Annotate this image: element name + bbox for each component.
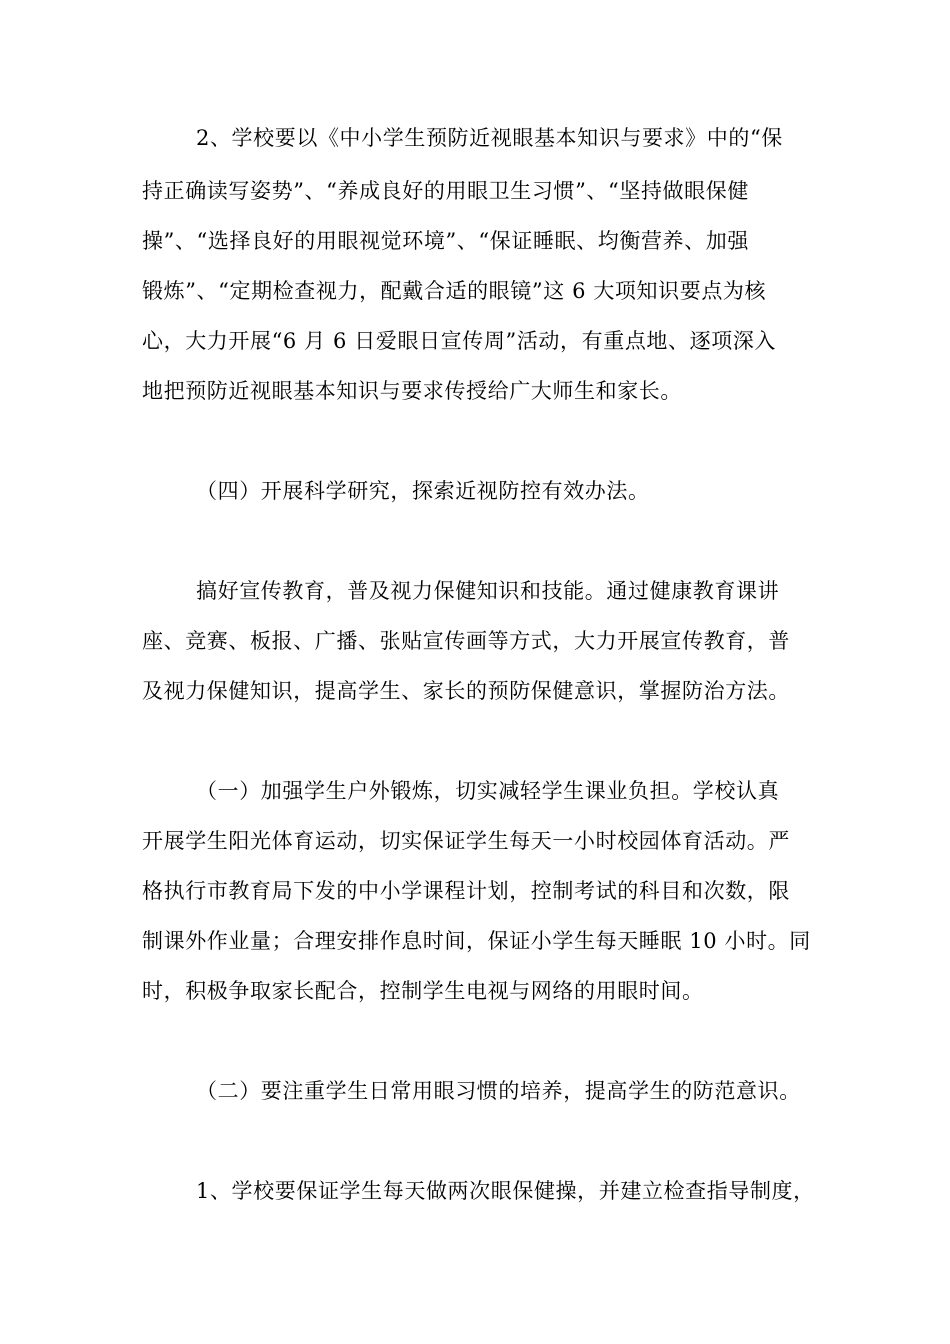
text-line: 搞好宣传教育，普及视力保健知识和技能。通过健康教育课讲 [196,579,780,603]
text-line: 持正确读写姿势”、“养成良好的用眼卫生习惯”、“坚持做眼保健 [142,179,749,203]
text-line: 2、学校要以《中小学生预防近视眼基本知识与要求》中的“保 [196,126,783,150]
section-heading-2: （二）要注重学生日常用眼习惯的培养，提高学生的防范意识。 [196,1079,801,1103]
text-line: 制课外作业量；合理安排作息时间，保证小学生每天睡眠 10 小时。同 [142,929,811,953]
text-line: 格执行市教育局下发的中小学课程计划，控制考试的科目和次数，限 [142,879,790,903]
text-line: 操”、“选择良好的用眼视觉环境”、“保证睡眠、均衡营养、加强 [142,229,749,253]
section-heading-4: （四）开展科学研究，探索近视防控有效办法。 [196,479,650,503]
text-line: 心，大力开展“6 月 6 日爱眼日宣传周”活动，有重点地、逐项深入 [142,329,777,353]
text-line: 锻炼”、“定期检查视力，配戴合适的眼镜”这 6 大项知识要点为核 [142,279,767,303]
text-line: 及视力保健知识，提高学生、家长的预防保健意识，掌握防治方法。 [142,679,790,703]
text-line: （一）加强学生户外锻炼，切实减轻学生课业负担。学校认真 [196,779,780,803]
text-line: 时，积极争取家长配合，控制学生电视与网络的用眼时间。 [142,979,704,1003]
text-line: 开展学生阳光体育运动，切实保证学生每天一小时校园体育活动。严 [142,829,790,853]
text-line: 地把预防近视眼基本知识与要求传授给广大师生和家长。 [142,379,682,403]
text-line: 座、竞赛、板报、广播、张贴宣传画等方式，大力开展宣传教育，普 [142,629,790,653]
paragraph-1-start: 1、学校要保证学生每天做两次眼保健操，并建立检查指导制度， [196,1179,815,1203]
